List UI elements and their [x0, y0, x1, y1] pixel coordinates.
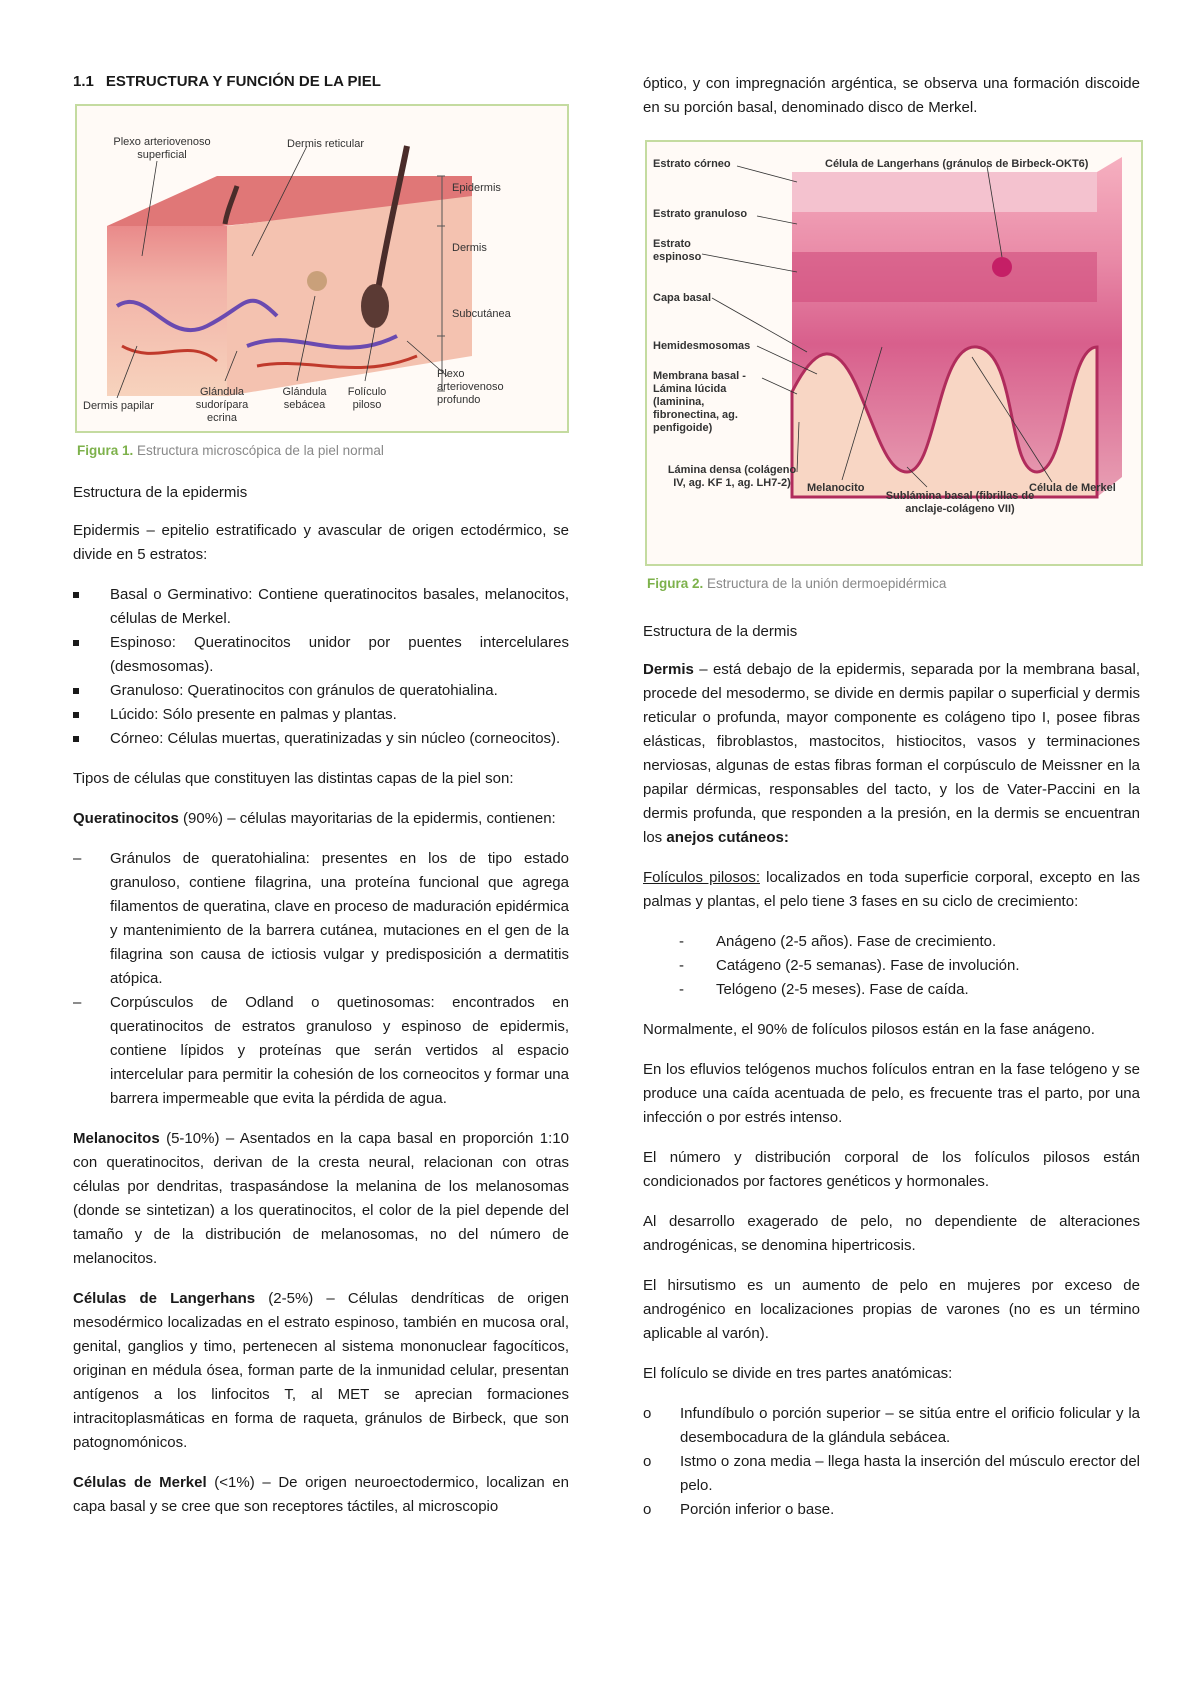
- list-item: - Catágeno (2-5 semanas). Fase de involución.: [643, 954, 1140, 978]
- bullet-square-icon: [73, 727, 103, 742]
- bullet-square-icon: [73, 583, 103, 598]
- queratinocitos-paragraph: Queratinocitos (90%) – células mayoritarias de la epidermis, contienen:: [73, 810, 556, 827]
- fig2-label-sublamina: Sublámina basal (fibrillas de anclaje-colágeno VII): [885, 490, 1035, 515]
- merkel-title: Células de Merkel: [73, 1474, 207, 1491]
- fig1-label-dermis-reticular: Dermis reticular: [287, 138, 365, 150]
- fig2-label-espinoso: Estrato espinoso: [653, 238, 702, 263]
- dermis-title: Dermis: [643, 661, 694, 678]
- section-title: ESTRUCTURA Y FUNCIÓN DE LA PIEL: [105, 73, 381, 90]
- bullet-dash-icon: -: [679, 933, 684, 950]
- bullet-circle-icon: o: [643, 1453, 652, 1470]
- list-item: Lúcido: Sólo presente en palmas y plantas.: [73, 703, 569, 727]
- figure-2-caption: [647, 572, 1140, 596]
- list-item: Granuloso: Queratinocitos con gránulos de queratohialina.: [73, 679, 569, 703]
- merkel-paragraph: Células de Merkel (<1%) – De origen neuroectodermico, localizan en capa basal y se cree que son receptores táctiles, al microscopio: [73, 1474, 569, 1515]
- queratinocitos-list: [73, 847, 569, 1111]
- left-column: [73, 70, 569, 1535]
- fig1-label-glandula-ecrina: Glándula sudorípara ecrina: [195, 386, 249, 424]
- list-item: o Infundíbulo o porción superior – se sitúa entre el orificio folicular y la desembocadura de la glándula sebácea.: [643, 1402, 1140, 1450]
- bullet-dash-icon: -: [679, 957, 684, 974]
- langerhans-title: Células de Langerhans: [73, 1290, 256, 1307]
- fig1-label-dermis: Dermis: [452, 242, 487, 254]
- anejos-title: anejos cutáneos:: [666, 829, 789, 846]
- epidermis-intro: Epidermis – epitelio estratificado y avascular de origen ectodérmico, se divide en 5 estratos:: [73, 522, 569, 563]
- paragraph-3: El número y distribución corporal de los folículos pilosos están condicionados por factores genéticos y hormonales.: [643, 1149, 1140, 1190]
- fig1-label-foliculo: Folículo piloso: [347, 386, 387, 411]
- bullet-circle-icon: o: [643, 1501, 652, 1518]
- fig1-label-glandula-sebacea: Glándula sebácea: [282, 386, 327, 411]
- strata-list: [73, 583, 569, 751]
- list-item: o Istmo o zona media – llega hasta la inserción del músculo erector del pelo.: [643, 1450, 1140, 1498]
- fig2-label-langerhans: Célula de Langerhans (gránulos de Birbeck-OKT6): [825, 158, 1089, 170]
- phases-list: [643, 930, 1140, 1002]
- list-item: Basal o Germinativo: Contiene queratinocitos basales, melanocitos, células de Merkel.: [73, 583, 569, 631]
- fig2-label-melanocito: Melanocito: [807, 482, 865, 494]
- fig2-label-merkel: Célula de Merkel: [1029, 482, 1116, 494]
- figure-1-caption: [77, 439, 569, 463]
- fig2-label-corneo: Estrato córneo: [653, 158, 731, 170]
- fig2-label-basal: Capa basal: [653, 292, 712, 304]
- fig1-label-dermis-papilar: Dermis papilar: [83, 400, 154, 412]
- fig1-label-plexo-profundo: Plexo arteriovenoso profundo: [437, 368, 504, 406]
- figure-1-caption-text: Estructura microscópica de la piel normal: [137, 443, 384, 458]
- list-item: – Gránulos de queratohialina: presentes en los de tipo estado granuloso, contiene filagrina, una proteína funcional que agrega filamentos de queratina, clave en proceso de maduración epidérmica y mantenimiento de la barrera cutánea, mutaciones en el gen de la filagrina son causa de ictiosis vulgar y predisposición a dermatitis atópica.: [73, 847, 569, 991]
- fig1-label-subcutanea: Subcutánea: [452, 308, 511, 320]
- foliculos-paragraph: Folículos pilosos: localizados en toda superficie corporal, excepto en las palmas y plantas, el pelo tiene 3 fases en su ciclo de crecimiento:: [643, 869, 1140, 910]
- fig1-label-plexo-superficial: Plexo arteriovenoso superficial: [113, 136, 211, 161]
- bullet-square-icon: [73, 679, 103, 694]
- bullet-square-icon: [73, 631, 103, 646]
- cell-types-intro: Tipos de células que constituyen las distintas capas de la piel son:: [73, 770, 514, 787]
- dermis-paragraph: Dermis – está debajo de la epidermis, separada por la membrana basal, procede del mesodermo, se divide en dermis papilar o superficial y dermis reticular o profunda, mayor componente es colágeno tipo I, posee fibras elásticas, fibroblastos, mastocitos, histiocitos, vasos y terminaciones nerviosas, algunas de estas fibras forman el corpúsculo de Meissner en la papilar dérmicas, responsables del tacto, y los de Vater-Paccini en la dermis profunda, que responden a la presión, en la dermis se encuentran los anejos cutáneos:: [643, 661, 1140, 846]
- list-item: o Porción inferior o base.: [643, 1498, 1140, 1522]
- right-column: [643, 72, 1140, 1538]
- figure-1-caption-label: Figura 1.: [77, 443, 134, 458]
- figure-2-caption-label: Figura 2.: [647, 576, 704, 591]
- list-item: - Telógeno (2-5 meses). Fase de caída.: [643, 978, 1140, 1002]
- merkel-continuation: óptico, y con impregnación argéntica, se observa una formación discoide en su porción basal, denominado disco de Merkel.: [643, 75, 1140, 116]
- melanocitos-title: Melanocitos: [73, 1130, 160, 1147]
- figure-1-skin-structure: [75, 104, 569, 433]
- paragraph-4: Al desarrollo exagerado de pelo, no dependiente de alteraciones androgénicas, se denomina hipertricosis.: [643, 1213, 1140, 1254]
- paragraph-1: Normalmente, el 90% de folículos pilosos están en la fase anágeno.: [643, 1021, 1095, 1038]
- section-heading: [73, 70, 569, 94]
- dermis-heading: Estructura de la dermis: [643, 623, 798, 640]
- fig2-label-lamina-densa: Lámina densa (colágeno IV, ag. KF 1, ag. LH7-2): [667, 464, 797, 489]
- list-item: - Anágeno (2-5 años). Fase de crecimiento.: [643, 930, 1140, 954]
- epidermis-heading: Estructura de la epidermis: [73, 484, 248, 501]
- fig2-label-hemidesmosomas: Hemidesmosomas: [653, 340, 751, 352]
- list-item: – Corpúsculos de Odland o quetinosomas: encontrados en queratinocitos de estratos granuloso y espinoso de epidermis, contiene lípidos y proteínas que serán vertidos al espacio intercelular para permitir la cohesión de los corneocitos y formar una barrera impermeable que evita la pérdida de agua.: [73, 991, 569, 1111]
- foliculos-title: Folículos pilosos:: [643, 869, 760, 886]
- follicle-parts-list: [643, 1402, 1140, 1522]
- paragraph-2: En los efluvios telógenos muchos folículos entran en la fase telógeno y se produce una caída acentuada de pelo, es frecuente tras el parto, por una infección o por estrés intenso.: [643, 1061, 1140, 1126]
- bullet-square-icon: [73, 703, 103, 718]
- melanocitos-paragraph: Melanocitos (5-10%) – Asentados en la capa basal en proporción 1:10 con queratinocitos, derivan de la cresta neural, relacionan con otras células por dendritas, traspasándose la melanina de los melanosomas (donde se sintetizan) a los queratinocitos, el color de la piel depende del tamaño y de la distribución de melanosomas, no del número de melanocitos.: [73, 1130, 569, 1267]
- bullet-circle-icon: o: [643, 1405, 652, 1422]
- figure-2-dermoepidermal-junction: [645, 140, 1143, 566]
- bullet-dash-icon: –: [73, 994, 82, 1011]
- bullet-dash-icon: –: [73, 850, 82, 867]
- figure-2-caption-text: Estructura de la unión dermoepidérmica: [707, 576, 947, 591]
- section-number: 1.1: [73, 73, 94, 90]
- list-item: Córneo: Células muertas, queratinizadas y sin núcleo (corneocitos).: [73, 727, 569, 751]
- fig2-label-granuloso: Estrato granuloso: [653, 208, 748, 220]
- bullet-dash-icon: -: [679, 981, 684, 998]
- paragraph-6: El folículo se divide en tres partes anatómicas:: [643, 1365, 953, 1382]
- queratinocitos-title: Queratinocitos: [73, 810, 179, 827]
- langerhans-paragraph: Células de Langerhans (2-5%) – Células dendríticas de origen mesodérmico localizadas en el estrato espinoso, también en mucosa oral, genital, ganglios y timo, pertenecen al sistema mononuclear fagocíticos, originan en médula ósea, forman parte de la inmunidad celular, presentan antígenos a los linfocitos T, al MET se aprecian formaciones intracitoplasmáticas en forma de raqueta, gránulos de Birbeck, que son patognomónicos.: [73, 1290, 570, 1451]
- fig2-label-membrana-basal: Membrana basal - Lámina lúcida (laminina, fibronectina, ag. penfigoide): [653, 370, 746, 434]
- paragraph-5: El hirsutismo es un aumento de pelo en mujeres por exceso de androgénico en localizaciones propias de varones (no es un término aplicable al varón).: [643, 1277, 1140, 1342]
- fig1-label-epidermis: Epidermis: [452, 182, 501, 194]
- list-item: Espinoso: Queratinocitos unidor por puentes intercelulares (desmosomas).: [73, 631, 569, 679]
